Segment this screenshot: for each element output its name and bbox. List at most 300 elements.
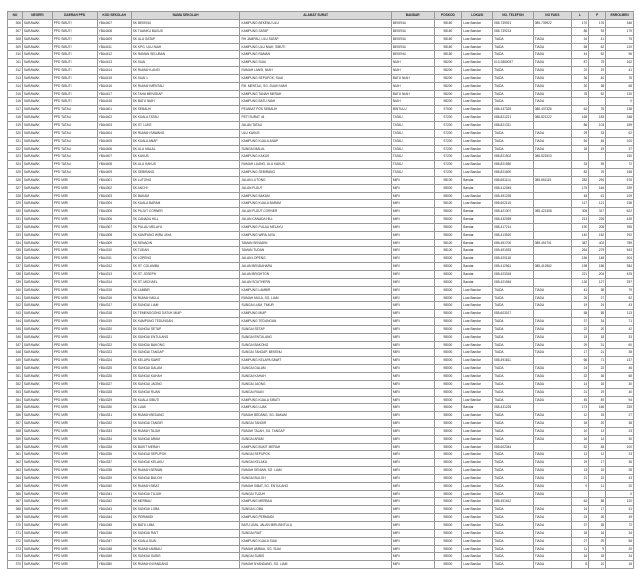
cell-nama-sekolah: SK PUJUT CORNER [131, 208, 240, 216]
cell-poskod: 98100 [434, 176, 462, 184]
cell-nama-sekolah: SK RUMAH MENTALI [131, 82, 240, 90]
cell-bandar: NIAH [391, 82, 434, 90]
cell-no-telefon: 085-432055 [493, 216, 534, 224]
cell-enrolmen: 37 [606, 145, 634, 153]
cell-kod-sekolah: YBA4327 [97, 380, 131, 388]
cell-lokasi: Luar Bandar [462, 51, 493, 59]
cell-poskod: 97200 [434, 169, 462, 177]
cell-no: 360 [8, 443, 23, 451]
cell-lokasi: Luar Bandar [462, 192, 493, 200]
cell-bandar: MIRI [391, 404, 434, 412]
cell-poskod: 98000 [434, 561, 462, 569]
cell-nama-sekolah: SK ULU KAKUS [131, 161, 240, 169]
cell-nama-sekolah: SK SUNGAI ENTULANG [131, 333, 240, 341]
cell-lelaki: 11 [572, 545, 589, 553]
cell-no-faks: TIADA [533, 514, 571, 522]
cell-kod-sekolah: YBA4345 [97, 522, 131, 530]
cell-bandar: TATAU [391, 153, 434, 161]
cell-negeri: SARAWAK [22, 27, 52, 35]
cell-poskod: 98000 [434, 286, 462, 294]
cell-no-faks: TIADA [533, 482, 571, 490]
cell-alamat-surat: RUMAH SENIAN, SG. LIAM [240, 467, 391, 475]
cell-daerah-ppd: PPD MIRI [52, 325, 97, 333]
cell-perempuan [589, 490, 606, 498]
cell-lelaki: 19 [572, 302, 589, 310]
cell-enrolmen: 179 [606, 27, 634, 35]
cell-no-faks [533, 192, 571, 200]
cell-kod-sekolah: YBA4412 [97, 51, 131, 59]
table-row [8, 153, 634, 161]
cell-bandar: TATAU [391, 121, 434, 129]
cell-kod-sekolah: YBA4308 [97, 231, 131, 239]
cell-lokasi: Luar Bandar [462, 474, 493, 482]
cell-perempuan: 183 [589, 114, 606, 122]
cell-poskod: 98000 [434, 278, 462, 286]
cell-negeri: SARAWAK [22, 435, 52, 443]
cell-kod-sekolah: YBA4335 [97, 443, 131, 451]
cell-kod-sekolah: YBA4331 [97, 412, 131, 420]
cell-negeri: SARAWAK [22, 200, 52, 208]
cell-no-telefon: 085-491612 [493, 498, 534, 506]
cell-nama-sekolah: SK SUNGAI SETAP [131, 325, 240, 333]
cell-lelaki: 21 [572, 388, 589, 396]
cell-poskod: 98000 [434, 514, 462, 522]
cell-poskod: 98200 [434, 59, 462, 67]
cell-enrolmen: 162 [606, 59, 634, 67]
table-row [8, 310, 634, 318]
cell-daerah-ppd: PPD MIRI [52, 506, 97, 514]
cell-kod-sekolah: YBA4309 [97, 239, 131, 247]
cell-no-telefon: TIADA [493, 74, 534, 82]
cell-no-telefon: TIADA [493, 490, 534, 498]
cell-no: 337 [8, 263, 23, 271]
cell-no: 310 [8, 51, 23, 59]
cell-no-telefon: TIADA [493, 318, 534, 326]
cell-nama-sekolah: SK TUDAN [131, 247, 240, 255]
cell-perempuan: 38 [589, 286, 606, 294]
cell-lelaki: 16 [572, 435, 589, 443]
cell-bandar: BEKENU [391, 35, 434, 43]
cell-nama-sekolah: SK KUALA TATAU [131, 114, 240, 122]
cell-alamat-surat: BATU LIMA, JALAN MIRI-BINTULU [240, 522, 391, 530]
cell-lokasi: Bandar [462, 255, 493, 263]
table-row [8, 545, 634, 553]
cell-no: 356 [8, 412, 23, 420]
cell-no-faks: TIADA [533, 396, 571, 404]
cell-daerah-ppd: PPD MIRI [52, 412, 97, 420]
cell-nama-sekolah: SK SUNGAI RUAN [131, 388, 240, 396]
cell-lokasi: Bandar [462, 247, 493, 255]
cell-lelaki: 32 [572, 372, 589, 380]
cell-daerah-ppd: PPD TATAU [52, 129, 97, 137]
cell-no-faks [533, 200, 571, 208]
cell-lelaki: 165 [572, 114, 589, 122]
cell-alamat-surat: JALAN PUJUT [240, 184, 391, 192]
cell-alamat-surat: SUNGAI MALAL [240, 145, 391, 153]
cell-no: 316 [8, 98, 23, 106]
cell-bandar: MIRI [391, 443, 434, 451]
cell-bandar: MIRI [391, 435, 434, 443]
cell-no-telefon: TIADA [493, 365, 534, 373]
cell-no-telefon: 013-2860037 [493, 59, 534, 67]
cell-negeri: SARAWAK [22, 231, 52, 239]
cell-bandar: MIRI [391, 271, 434, 279]
cell-poskod: 98000 [434, 537, 462, 545]
cell-nama-sekolah: SK LAMBIR [131, 286, 240, 294]
cell-no: 319 [8, 121, 23, 129]
cell-lelaki: 86 [572, 121, 589, 129]
cell-no: 354 [8, 396, 23, 404]
cell-lokasi: Bandar [462, 223, 493, 231]
cell-no: 336 [8, 255, 23, 263]
cell-bandar: MIRI [391, 357, 434, 365]
cell-daerah-ppd: PPD MIRI [52, 474, 97, 482]
cell-no-faks [533, 247, 571, 255]
cell-daerah-ppd: PPD MIRI [52, 443, 97, 451]
table-row [8, 20, 634, 28]
cell-kod-sekolah: YBA4320 [97, 325, 131, 333]
cell-enrolmen: 20 [606, 545, 634, 553]
cell-nama-sekolah: SK ST. COLUMBA [131, 263, 240, 271]
cell-no-faks: TIADA [533, 318, 571, 326]
cell-no: 348 [8, 349, 23, 357]
table-row [8, 247, 634, 255]
cell-no-faks: 085-412562 [533, 263, 571, 271]
cell-nama-sekolah: SK SUNGAI SEPUPOK [131, 451, 240, 459]
cell-enrolmen: 56 [606, 537, 634, 545]
cell-kod-sekolah: YBA4329 [97, 396, 131, 404]
cell-lelaki: 221 [572, 271, 589, 279]
cell-no-telefon: 085-420118 [493, 255, 534, 263]
cell-no-telefon: TIADA [493, 514, 534, 522]
cell-alamat-surat: SUNGAI TANGIR [240, 420, 391, 428]
cell-nama-sekolah: SK ST. LUKE [131, 121, 240, 129]
cell-no: 345 [8, 325, 23, 333]
cell-negeri: SARAWAK [22, 82, 52, 90]
cell-kod-sekolah: YBA4417 [97, 90, 131, 98]
cell-enrolmen: 304 [606, 255, 634, 263]
cell-no-faks: TIADA [533, 145, 571, 153]
table-row [8, 427, 634, 435]
cell-daerah-ppd: PPD MIRI [52, 247, 97, 255]
cell-nama-sekolah: SK ULU MALAL [131, 145, 240, 153]
cell-no-telefon: 085-412561 [493, 263, 534, 271]
cell-alamat-surat: KAMPUNG MUIP [240, 310, 391, 318]
cell-negeri: SARAWAK [22, 506, 52, 514]
cell-enrolmen: 576 [606, 176, 634, 184]
cell-enrolmen: 30 [606, 380, 634, 388]
cell-perempuan: 18 [589, 333, 606, 341]
cell-poskod: 97200 [434, 129, 462, 137]
cell-bandar: MIRI [391, 310, 434, 318]
cell-alamat-surat: JALAN BENDAHARA [240, 263, 391, 271]
cell-negeri: SARAWAK [22, 106, 52, 114]
cell-no-telefon: 085-491533 [493, 247, 534, 255]
cell-daerah-ppd: PPD MIRI [52, 561, 97, 569]
cell-no: 355 [8, 404, 23, 412]
cell-poskod: 98000 [434, 294, 462, 302]
cell-bandar: MIRI [391, 208, 434, 216]
cell-daerah-ppd: PPD SIBUTI [52, 20, 97, 28]
cell-bandar: BEKENU [391, 20, 434, 28]
cell-alamat-surat: SUNGAI ARAM [240, 435, 391, 443]
cell-no-telefon: TIADA [493, 35, 534, 43]
cell-bandar: MIRI [391, 459, 434, 467]
cell-no-faks [533, 255, 571, 263]
cell-no: 313 [8, 74, 23, 82]
table-row [8, 506, 634, 514]
cell-negeri: SARAWAK [22, 74, 52, 82]
table-row [8, 459, 634, 467]
cell-no-faks [533, 27, 571, 35]
cell-no-faks: TIADA [533, 137, 571, 145]
cell-poskod: 97200 [434, 137, 462, 145]
cell-no-telefon: TIADA [493, 396, 534, 404]
cell-enrolmen: 138 [606, 106, 634, 114]
cell-enrolmen: 120 [606, 43, 634, 51]
cell-lokasi: Luar Bandar [462, 74, 493, 82]
cell-lelaki [572, 153, 589, 161]
cell-negeri: SARAWAK [22, 514, 52, 522]
cell-lokasi: Luar Bandar [462, 43, 493, 51]
cell-no-telefon: 086-821221 [493, 114, 534, 122]
cell-bandar: NIAH [391, 59, 434, 67]
cell-nama-sekolah: SK SUNGAI LOBA [131, 506, 240, 514]
cell-nama-sekolah: SK SUNGAI JAONG [131, 380, 240, 388]
cell-lokasi: Luar Bandar [462, 357, 493, 365]
cell-no-faks: TIADA [533, 435, 571, 443]
cell-daerah-ppd: PPD MIRI [52, 420, 97, 428]
cell-perempuan: 20 [589, 325, 606, 333]
cell-no: 328 [8, 192, 23, 200]
header-no-telefon: NO. TELEFON [493, 12, 534, 20]
cell-bandar: BEKENU [391, 51, 434, 59]
cell-alamat-surat: KAMPUNG BAKAM [240, 192, 391, 200]
cell-daerah-ppd: PPD MIRI [52, 396, 97, 404]
cell-no: 338 [8, 271, 23, 279]
cell-kod-sekolah: YBA4346 [97, 529, 131, 537]
cell-poskod: 98000 [434, 529, 462, 537]
cell-enrolmen: 43 [606, 474, 634, 482]
cell-nama-sekolah: SK SEBAUH [131, 106, 240, 114]
cell-daerah-ppd: PPD MIRI [52, 467, 97, 475]
cell-lokasi: Luar Bandar [462, 451, 493, 459]
table-row [8, 522, 634, 530]
table-row [8, 192, 634, 200]
cell-lelaki: 37 [572, 318, 589, 326]
cell-no: 315 [8, 90, 23, 98]
cell-lokasi: Bandar [462, 176, 493, 184]
table-row [8, 388, 634, 396]
cell-poskod: 98000 [434, 271, 462, 279]
cell-no-telefon: TIADA [493, 380, 534, 388]
cell-perempuan: 22 [589, 474, 606, 482]
table-row [8, 537, 634, 545]
cell-lokasi: Luar Bandar [462, 349, 493, 357]
cell-daerah-ppd: PPD MIRI [52, 404, 97, 412]
cell-perempuan: 22 [589, 365, 606, 373]
cell-no-telefon: TIADA [493, 388, 534, 396]
cell-no-telefon: TIADA [493, 474, 534, 482]
cell-no-faks: TIADA [533, 90, 571, 98]
cell-negeri: SARAWAK [22, 114, 52, 122]
cell-bandar: MIRI [391, 474, 434, 482]
cell-no-telefon: TIADA [493, 145, 534, 153]
cell-no-telefon: 085-491235 [493, 192, 534, 200]
cell-no-faks: TIADA [533, 388, 571, 396]
cell-daerah-ppd: PPD MIRI [52, 372, 97, 380]
cell-bandar: MIRI [391, 482, 434, 490]
cell-kod-sekolah: YBA4411 [97, 43, 131, 51]
cell-enrolmen: 96 [606, 51, 634, 59]
table-row [8, 271, 634, 279]
cell-enrolmen: 346 [606, 20, 634, 28]
cell-enrolmen: 46 [606, 365, 634, 373]
table-row [8, 114, 634, 122]
cell-lelaki: 282 [572, 176, 589, 184]
cell-poskod: 98000 [434, 482, 462, 490]
cell-no-faks: 085-421308 [533, 208, 571, 216]
cell-lokasi: Bandar [462, 404, 493, 412]
cell-kod-sekolah: YBA4305 [97, 208, 131, 216]
cell-no-faks: 085-739922 [533, 20, 571, 28]
cell-daerah-ppd: PPD SIBUTI [52, 35, 97, 43]
cell-lokasi: Bandar [462, 278, 493, 286]
cell-no-telefon: TIADA [493, 435, 534, 443]
cell-no-telefon: TIADA [493, 427, 534, 435]
cell-lokasi: Luar Bandar [462, 200, 493, 208]
cell-enrolmen: 30 [606, 435, 634, 443]
cell-lelaki: 12 [572, 412, 589, 420]
cell-bandar: MIRI [391, 427, 434, 435]
cell-negeri: SARAWAK [22, 20, 52, 28]
table-row [8, 51, 634, 59]
cell-bandar: TATAU [391, 114, 434, 122]
cell-perempuan: 19 [589, 145, 606, 153]
cell-lelaki: 140 [572, 231, 589, 239]
table-row [8, 467, 634, 475]
cell-nama-sekolah: SK KELAPA SAWIT [131, 357, 240, 365]
cell-enrolmen: 622 [606, 208, 634, 216]
cell-lelaki: 52 [572, 443, 589, 451]
cell-perempuan: 34 [589, 318, 606, 326]
cell-daerah-ppd: PPD MIRI [52, 318, 97, 326]
cell-alamat-surat: RUMAH BEDANG, SG. BAKAM [240, 412, 391, 420]
cell-negeri: SARAWAK [22, 192, 52, 200]
cell-alamat-surat: RH. MENTALI, SG. SUAH NIAH [240, 82, 391, 90]
cell-bandar: TATAU [391, 145, 434, 153]
cell-no-faks: TIADA [533, 59, 571, 67]
cell-daerah-ppd: PPD MIRI [52, 176, 97, 184]
cell-poskod: 98000 [434, 216, 462, 224]
cell-enrolmen: 20 [606, 482, 634, 490]
cell-enrolmen: 79 [606, 286, 634, 294]
cell-lelaki: 78 [572, 90, 589, 98]
cell-kod-sekolah: YBA4409 [97, 35, 131, 43]
cell-lelaki: 33 [572, 161, 589, 169]
cell-no-faks [533, 169, 571, 177]
cell-nama-sekolah: SK KAMPUNG WIRA JAYA [131, 231, 240, 239]
cell-lokasi: Luar Bandar [462, 20, 493, 28]
cell-negeri: SARAWAK [22, 412, 52, 420]
cell-lokasi: Luar Bandar [462, 372, 493, 380]
cell-enrolmen: 189 [606, 121, 634, 129]
cell-perempuan: 127 [589, 278, 606, 286]
cell-no-faks: TIADA [533, 74, 571, 82]
cell-poskod: 98200 [434, 90, 462, 98]
cell-no: 309 [8, 43, 23, 51]
cell-poskod: 98000 [434, 435, 462, 443]
cell-no: 322 [8, 145, 23, 153]
cell-no-faks: TIADA [533, 51, 571, 59]
cell-no: 333 [8, 231, 23, 239]
cell-nama-sekolah: SK SUNGAI BAKONG [131, 341, 240, 349]
cell-negeri: SARAWAK [22, 490, 52, 498]
cell-poskod: 98000 [434, 459, 462, 467]
cell-perempuan: 18 [589, 553, 606, 561]
cell-bandar: TATAU [391, 169, 434, 177]
cell-poskod: 97200 [434, 121, 462, 129]
cell-perempuan: 17 [589, 459, 606, 467]
cell-negeri: SARAWAK [22, 561, 52, 569]
cell-lelaki: 305 [572, 208, 589, 216]
cell-daerah-ppd: PPD MIRI [52, 365, 97, 373]
cell-no-faks: TIADA [533, 67, 571, 75]
cell-nama-sekolah: SK TAHA MENGKAP [131, 90, 240, 98]
cell-no: 363 [8, 467, 23, 475]
table-row [8, 325, 634, 333]
header-lelaki: L [572, 12, 589, 20]
cell-perempuan: 19 [589, 388, 606, 396]
cell-lelaki: 16 [572, 553, 589, 561]
cell-nama-sekolah: SK ULU SATAP [131, 35, 240, 43]
cell-kod-sekolah: YBA4317 [97, 302, 131, 310]
cell-alamat-surat: RUMAH MULA, SG. LIAM [240, 294, 391, 302]
cell-perempuan: 10 [589, 561, 606, 569]
cell-no-telefon: TIADA [493, 90, 534, 98]
cell-no-telefon: TIADA [493, 51, 534, 59]
cell-lokasi: Luar Bandar [462, 553, 493, 561]
cell-lokasi: Luar Bandar [462, 490, 493, 498]
cell-daerah-ppd: PPD MIRI [52, 302, 97, 310]
cell-no-faks: TIADA [533, 82, 571, 90]
cell-no: 371 [8, 529, 23, 537]
cell-enrolmen: 0 [606, 490, 634, 498]
cell-no-telefon: 085-413520 [493, 231, 534, 239]
cell-perempuan: 186 [589, 263, 606, 271]
cell-no-telefon: 086-821502 [493, 153, 534, 161]
cell-alamat-surat: KAMPUNG KAKUS [240, 153, 391, 161]
cell-daerah-ppd: PPD MIRI [52, 200, 97, 208]
cell-no-faks: TIADA [533, 372, 571, 380]
table-row [8, 365, 634, 373]
cell-no: 324 [8, 161, 23, 169]
table-row [8, 74, 634, 82]
cell-nama-sekolah: SK ST. JOSEPH [131, 271, 240, 279]
cell-lokasi: Luar Bandar [462, 67, 493, 75]
cell-alamat-surat: SUNGAI SETAP [240, 325, 391, 333]
cell-no: 347 [8, 341, 23, 349]
cell-negeri: SARAWAK [22, 302, 52, 310]
cell-negeri: SARAWAK [22, 474, 52, 482]
table-row [8, 435, 634, 443]
cell-no-telefon: 085-421307 [493, 208, 534, 216]
cell-alamat-surat: KAMPUNG KUALA BARAM [240, 200, 391, 208]
cell-enrolmen: 41 [606, 67, 634, 75]
cell-no: 341 [8, 294, 23, 302]
cell-alamat-surat: KAMPUNG ULU NIAH, SIBUTI [240, 43, 391, 51]
table-row [8, 302, 634, 310]
